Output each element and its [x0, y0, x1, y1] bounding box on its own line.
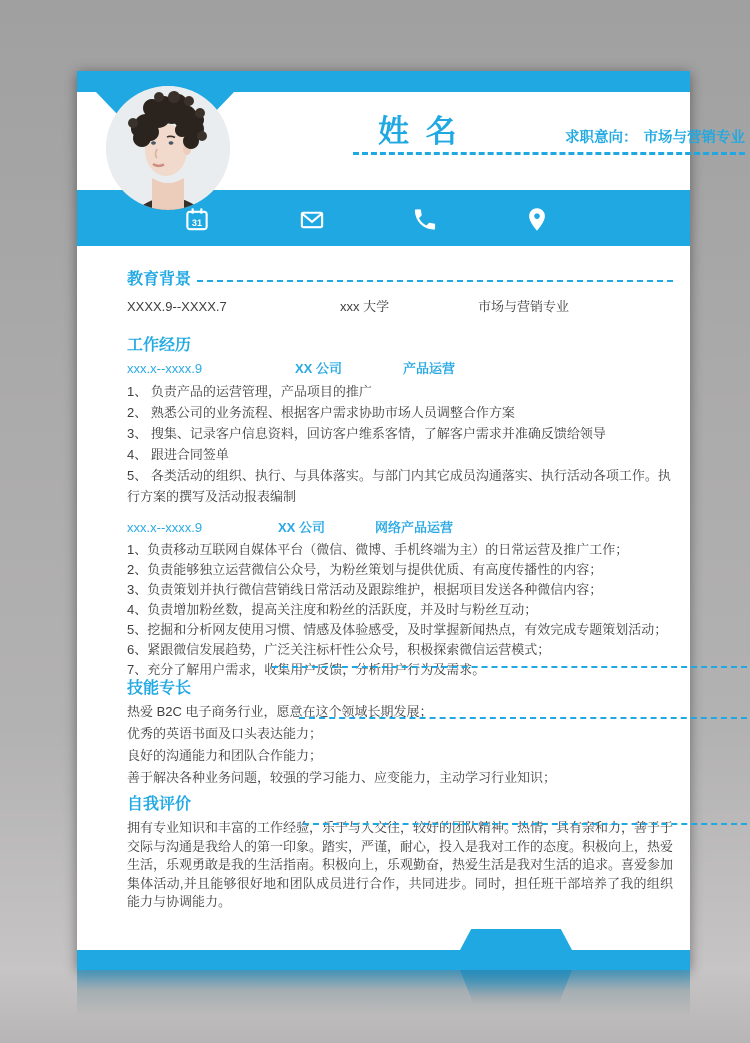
skills-list: [127, 701, 673, 789]
job-period: xxx.x--xxxx.9: [127, 520, 203, 535]
job-duty-list: [127, 540, 673, 680]
dashed-line: [303, 823, 747, 825]
work-title: 工作经历: [127, 337, 192, 354]
job-company: XX 公司: [278, 520, 325, 535]
profile-photo: [106, 86, 230, 210]
page-reflection: [77, 970, 690, 1016]
portrait-illustration: [106, 86, 230, 210]
candidate-name: 姓 名: [378, 114, 461, 149]
job-duty-item: 6、紧跟微信发展趋势，广泛关注标杆性公众号，积极探索微信运营模式；: [127, 642, 551, 657]
work-section: [127, 336, 673, 680]
job-duty-list: [127, 381, 673, 507]
job-meta: [127, 520, 673, 536]
evaluation-text: 拥有专业知识和丰富的工作经验，乐于与人交往，较好的团队精神。热情，具有亲和力，善于于交际与沟通是我给人的第一印象。踏实，严谨，耐心，投入是我对工作的态度。积极向上，热爱生活，乐观勇敢是我的生活指南。积极向上，乐观勤奋，热爱生活是我对生活的追求。喜爱参加集体活动,并且能够很好地和团队成员进行合作，共同进步。同时，担任班干部培养了我的组织能力与协调能力。: [127, 820, 674, 909]
job-role: 产品运营: [403, 361, 456, 376]
header-name-block: [353, 115, 745, 155]
job-duty-item: 2、 熟悉公司的业务流程、根据客户需求协助市场人员调整合作方案: [127, 405, 515, 420]
job-duty-item: 3、负责策划并执行微信营销线日常活动及跟踪维护，根据项目发送各种微信内容；: [127, 582, 603, 597]
dashed-line: [272, 666, 747, 668]
phone-icon: [412, 206, 439, 233]
education-major: 市场与营销专业: [478, 299, 570, 314]
calendar-icon: [184, 206, 211, 233]
education-period: XXXX.9--XXXX.7: [127, 299, 227, 314]
job-intention: [565, 126, 745, 147]
job-role: 网络产品运营: [375, 520, 454, 535]
education-row: [127, 298, 673, 315]
skill-item: 良好的沟通能力和团队合作能力；: [127, 748, 323, 763]
job-period: xxx.x--xxxx.9: [127, 361, 203, 376]
job-duty-item: 5、挖掘和分析网友使用习惯、情感及体验感受，及时掌握新闻热点，有效完成专题策划活动；: [127, 622, 668, 637]
location-icon: [524, 206, 551, 233]
job-intention-label: 求职意向：: [565, 130, 638, 146]
dashed-line: [299, 717, 747, 719]
footer-bar: [77, 950, 690, 970]
dashed-line: [197, 280, 673, 282]
calendar-day-text: 31: [191, 217, 203, 228]
skills-title: 技能专长: [127, 680, 192, 697]
job-duty-item: 5、 各类活动的组织、执行、与具体落实。与部门内其它成员沟通落实、执行活动各项工作。执行方案的撰写及活动报表编制: [127, 468, 671, 504]
mail-icon: [299, 206, 326, 233]
evaluation-section: [127, 795, 673, 925]
name-dashed-underline: [353, 152, 745, 155]
footer-trapezoid: [460, 929, 572, 950]
skill-item: 善于解决各种业务问题，较强的学习能力、应变能力，主动学习行业知识；: [127, 770, 557, 785]
page-reflection-trapezoid: [460, 970, 572, 1004]
job-duty-item: 7、充分了解用户需求，收集用户反馈，分析用户行为及需求。: [127, 662, 486, 677]
resume-page: [77, 71, 745, 970]
skill-item: 热爱 B2C 电子商务行业，愿意在这个领域长期发展；: [127, 704, 433, 719]
education-section: [127, 270, 673, 315]
job-duty-item: 1、 负责产品的运营管理，产品项目的推广: [127, 384, 372, 399]
job-intention-value: 市场与营销专业: [643, 130, 745, 146]
job-duty-item: 1、负责移动互联网自媒体平台（微信、微博、手机终端为主）的日常运营及推广工作；: [127, 542, 629, 557]
job-duty-item: 4、负责增加粉丝数，提高关注度和粉丝的活跃度，并及时与粉丝互动；: [127, 602, 538, 617]
education-school: xxx 大学: [340, 299, 390, 314]
job-meta: [127, 361, 673, 377]
evaluation-title: 自我评价: [127, 796, 192, 813]
job-duty-item: 2、负责能够独立运营微信公众号，为粉丝策划与提供优质、有高度传播性的内容；: [127, 562, 603, 577]
job-duty-item: 4、 跟进合同签单: [127, 447, 229, 462]
education-title: 教育背景: [127, 271, 192, 288]
skill-item: 优秀的英语书面及口头表达能力；: [127, 726, 323, 741]
job-duty-item: 3、 搜集、记录客户信息资料，回访客户维系客情，了解客户需求并准确反馈给领导: [127, 426, 606, 441]
skills-section: [127, 679, 673, 789]
job-company: XX 公司: [295, 361, 342, 376]
